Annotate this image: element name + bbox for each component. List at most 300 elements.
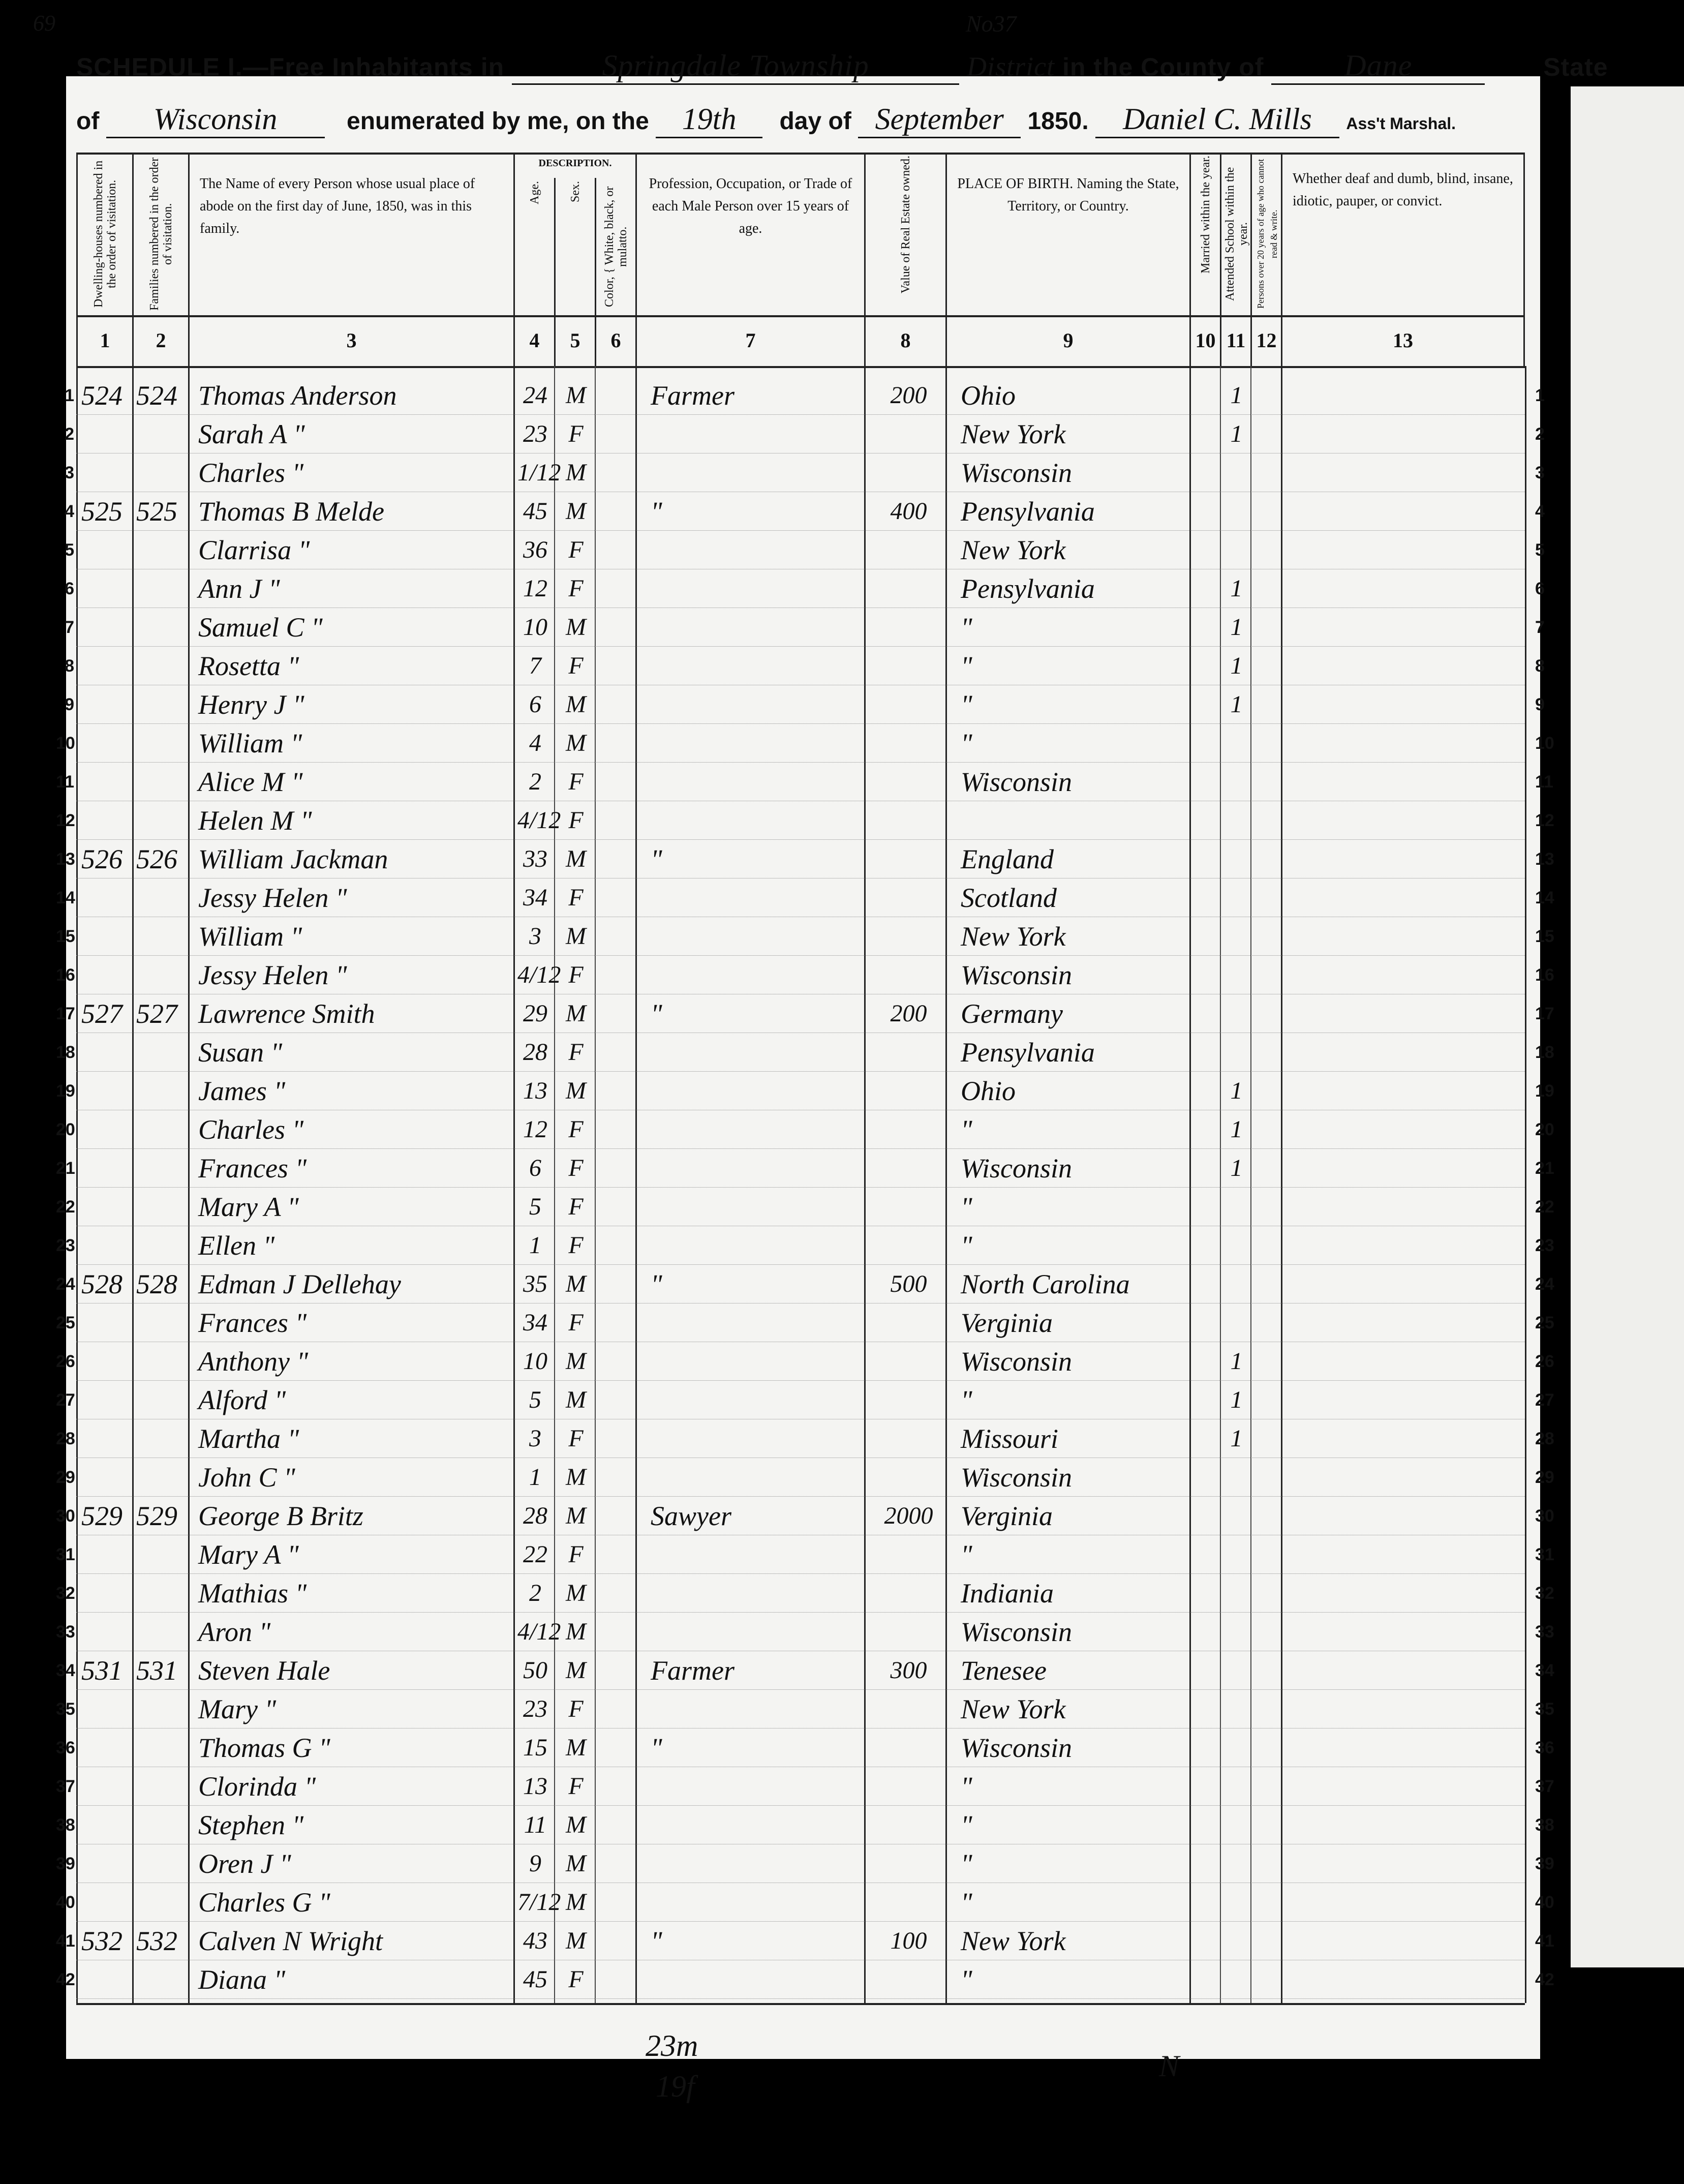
line-number-right: 18 bbox=[1535, 1043, 1554, 1062]
cell-age: 1 bbox=[529, 1464, 541, 1491]
line-number-right: 14 bbox=[1535, 888, 1554, 907]
line-number-right: 16 bbox=[1535, 965, 1554, 985]
line-number-left: 20 bbox=[56, 1120, 75, 1139]
cell-birth: Verginia bbox=[961, 1308, 1053, 1338]
cell-birth: Ohio bbox=[961, 380, 1016, 411]
cell-sex: M bbox=[566, 1000, 586, 1027]
cell-age: 7/12 bbox=[517, 1889, 561, 1916]
cell-name: Sarah A " bbox=[198, 419, 305, 449]
cell-name: James " bbox=[198, 1076, 286, 1106]
cell-birth: " bbox=[961, 612, 972, 643]
cell-name: Steven Hale bbox=[198, 1655, 330, 1686]
line-number-left: 37 bbox=[56, 1777, 75, 1796]
census-row bbox=[56, 1497, 1554, 1535]
cell-name: Henry J " bbox=[198, 689, 304, 720]
census-row bbox=[56, 1806, 1554, 1844]
cell-birth: Wisconsin bbox=[961, 1462, 1073, 1493]
line-number-left: 39 bbox=[56, 1854, 75, 1873]
line-number-left: 34 bbox=[56, 1661, 75, 1680]
col-num-5: 5 bbox=[554, 315, 595, 366]
census-row bbox=[56, 1188, 1554, 1226]
line-number-left: 42 bbox=[56, 1970, 75, 1989]
cell-birth: Scotland bbox=[961, 883, 1057, 913]
cell-name: Diana " bbox=[198, 1964, 286, 1995]
cell-age: 43 bbox=[523, 1927, 547, 1954]
line-number-left: 26 bbox=[56, 1352, 75, 1371]
cell-name: Frances " bbox=[198, 1308, 307, 1338]
cell-school: 1 bbox=[1230, 691, 1243, 718]
line-number-right: 19 bbox=[1535, 1081, 1554, 1101]
cell-age: 34 bbox=[523, 884, 547, 911]
cell-birth: Wisconsin bbox=[961, 1153, 1073, 1184]
marshal-field: Daniel C. Mills bbox=[1095, 102, 1339, 138]
row-rule bbox=[76, 1998, 1525, 1999]
cell-birth: " bbox=[961, 1385, 972, 1415]
line-number-right: 41 bbox=[1535, 1931, 1554, 1951]
cell-sex: F bbox=[568, 807, 584, 834]
cell-age: 3 bbox=[529, 1425, 541, 1452]
line-number-right: 30 bbox=[1535, 1506, 1554, 1526]
census-row bbox=[56, 1033, 1554, 1072]
cell-name: Rosetta " bbox=[198, 651, 299, 681]
col-num-2: 2 bbox=[132, 315, 188, 366]
line-number-right: 40 bbox=[1535, 1893, 1554, 1912]
line-number-left: 41 bbox=[56, 1931, 75, 1951]
cell-family: 532 bbox=[136, 1926, 177, 1956]
month-field: September bbox=[858, 102, 1021, 138]
cell-sex: M bbox=[566, 1811, 586, 1838]
line-number-left: 19 bbox=[56, 1081, 75, 1101]
cell-birth: North Carolina bbox=[961, 1269, 1130, 1299]
cell-age: 45 bbox=[523, 1966, 547, 1993]
line-number-left: 5 bbox=[65, 540, 74, 560]
cell-age: 6 bbox=[529, 1155, 541, 1181]
cell-name: Samuel C " bbox=[198, 612, 323, 643]
cell-sex: M bbox=[566, 1927, 586, 1954]
line-number-right: 3 bbox=[1535, 463, 1545, 482]
line-number-right: 10 bbox=[1535, 734, 1554, 753]
cell-sex: M bbox=[566, 1734, 586, 1761]
census-row bbox=[56, 801, 1554, 840]
cell-dwelling: 524 bbox=[81, 380, 123, 411]
col-num-10: 10 bbox=[1189, 315, 1220, 366]
cell-age: 3 bbox=[529, 923, 541, 950]
cell-sex: F bbox=[568, 1309, 584, 1336]
marshal-title: Ass't Marshal. bbox=[1346, 114, 1456, 133]
census-row bbox=[65, 376, 1545, 415]
cell-birth: New York bbox=[961, 419, 1066, 449]
cell-birth: Wisconsin bbox=[961, 767, 1073, 797]
line-number-left: 27 bbox=[56, 1390, 75, 1410]
census-row bbox=[65, 453, 1545, 492]
line-number-left: 21 bbox=[56, 1159, 75, 1178]
cell-birth: " bbox=[961, 1192, 972, 1222]
census-row bbox=[56, 1226, 1554, 1265]
cell-sex: F bbox=[568, 1155, 584, 1181]
cell-sex: F bbox=[568, 575, 584, 602]
col-num-3: 3 bbox=[188, 315, 513, 366]
line-number-left: 36 bbox=[56, 1738, 75, 1757]
cell-sex: F bbox=[568, 1232, 584, 1259]
cell-school: 1 bbox=[1230, 1425, 1243, 1452]
census-row bbox=[56, 1574, 1554, 1613]
line-number-left: 16 bbox=[56, 965, 75, 985]
line-number-right: 38 bbox=[1535, 1815, 1554, 1835]
cell-value: 200 bbox=[890, 1000, 927, 1027]
col-header-6: Color, { White, black, or mulatto. bbox=[595, 178, 635, 315]
adjacent-page-strip bbox=[1571, 86, 1684, 1967]
line-number-left: 13 bbox=[56, 850, 75, 869]
census-row bbox=[56, 1535, 1554, 1574]
cell-age: 28 bbox=[523, 1502, 547, 1529]
line-number-right: 4 bbox=[1535, 502, 1545, 521]
cell-dwelling: 525 bbox=[81, 496, 123, 527]
col-num-11: 11 bbox=[1220, 315, 1250, 366]
census-row bbox=[56, 1149, 1554, 1188]
township-field: Springdale Township bbox=[512, 48, 959, 85]
line-number-right: 15 bbox=[1535, 927, 1554, 946]
census-row bbox=[56, 1072, 1554, 1110]
line-number-left: 8 bbox=[65, 656, 74, 676]
cell-family: 527 bbox=[136, 998, 177, 1029]
cell-sex: F bbox=[568, 1193, 584, 1220]
cell-name: Charles " bbox=[198, 1114, 304, 1145]
cell-dwelling: 531 bbox=[81, 1655, 123, 1686]
cell-name: Helen M " bbox=[198, 805, 312, 836]
cell-age: 24 bbox=[523, 382, 547, 409]
line-number-right: 9 bbox=[1535, 695, 1545, 714]
cell-sex: F bbox=[568, 536, 584, 563]
cell-age: 4 bbox=[529, 730, 541, 756]
line-number-left: 32 bbox=[56, 1584, 75, 1603]
line-number-left: 33 bbox=[56, 1622, 75, 1642]
col-header-11: Attended School within the year. bbox=[1220, 153, 1250, 315]
enumerated-label: enumerated by me, on the bbox=[347, 108, 649, 135]
col-num-4: 4 bbox=[513, 315, 554, 366]
cell-school: 1 bbox=[1230, 652, 1243, 679]
cell-birth: " bbox=[961, 1887, 972, 1918]
cell-sex: F bbox=[568, 1039, 584, 1066]
cell-name: Charles G " bbox=[198, 1887, 330, 1918]
line-number-right: 28 bbox=[1535, 1429, 1554, 1448]
census-row bbox=[56, 994, 1554, 1033]
cell-sex: F bbox=[568, 420, 584, 447]
census-row bbox=[56, 1922, 1554, 1960]
cell-name: Alice M " bbox=[198, 767, 303, 797]
tally-male: 23m bbox=[646, 2029, 698, 2062]
col-header-7: Profession, Occupation, or Trade of each Male Person over 15 years of age. bbox=[635, 153, 864, 315]
page-number: 69 bbox=[33, 11, 55, 36]
line-number-right: 37 bbox=[1535, 1777, 1554, 1796]
census-row bbox=[56, 724, 1554, 763]
line-number-left: 29 bbox=[56, 1468, 75, 1487]
line-number-right: 25 bbox=[1535, 1313, 1554, 1332]
cell-birth: Wisconsin bbox=[961, 960, 1073, 990]
census-row bbox=[56, 956, 1554, 994]
line-number-left: 15 bbox=[56, 927, 75, 946]
cell-birth: Indiania bbox=[961, 1578, 1054, 1609]
line-number-left: 22 bbox=[56, 1197, 75, 1217]
col-num-13: 13 bbox=[1281, 315, 1525, 366]
col-header-5: Sex. bbox=[554, 178, 595, 315]
line-number-right: 6 bbox=[1535, 579, 1545, 598]
cell-birth: Wisconsin bbox=[961, 1617, 1073, 1647]
census-row bbox=[56, 1458, 1554, 1497]
col-num-9: 9 bbox=[945, 315, 1189, 366]
cell-birth: Tenesee bbox=[961, 1655, 1047, 1686]
cell-school: 1 bbox=[1230, 1116, 1243, 1143]
col-header-3: The Name of every Person whose usual place of abode on the first day of June, 1850, was in this family. bbox=[188, 153, 513, 315]
census-row bbox=[65, 647, 1545, 685]
cell-sex: F bbox=[568, 961, 584, 988]
line-number-left: 31 bbox=[56, 1545, 75, 1564]
line-number-left: 11 bbox=[56, 772, 74, 792]
cell-dwelling: 527 bbox=[81, 998, 123, 1029]
cell-sex: M bbox=[566, 1502, 586, 1529]
cell-age: 4/12 bbox=[517, 807, 561, 834]
cell-family: 524 bbox=[136, 380, 177, 411]
cell-school: 1 bbox=[1230, 420, 1243, 447]
cell-sex: F bbox=[568, 652, 584, 679]
cell-name: William " bbox=[198, 921, 302, 952]
state-label: State bbox=[1543, 53, 1608, 81]
line-number-left: 10 bbox=[56, 734, 75, 753]
cell-sex: M bbox=[566, 1386, 586, 1413]
cell-value: 400 bbox=[890, 498, 927, 525]
line-number-right: 39 bbox=[1535, 1854, 1554, 1873]
cell-sex: M bbox=[566, 1889, 586, 1916]
cell-sex: M bbox=[566, 459, 586, 486]
cell-name: Thomas B Melde bbox=[198, 496, 384, 527]
cell-birth: England bbox=[961, 844, 1054, 874]
line-number-right: 5 bbox=[1535, 540, 1545, 560]
cell-age: 23 bbox=[523, 1695, 547, 1722]
cell-birth: New York bbox=[961, 535, 1066, 565]
cell-name: Mary " bbox=[198, 1694, 277, 1724]
cell-school: 1 bbox=[1230, 1155, 1243, 1181]
cell-value: 100 bbox=[890, 1927, 927, 1954]
cell-name: Charles " bbox=[198, 458, 304, 488]
cell-sex: M bbox=[566, 845, 586, 872]
cell-age: 28 bbox=[523, 1039, 547, 1066]
census-row bbox=[65, 531, 1545, 569]
day-field: 19th bbox=[656, 102, 762, 138]
cell-birth: Pensylvania bbox=[961, 496, 1095, 527]
cell-name: Thomas G " bbox=[198, 1733, 330, 1763]
cell-school: 1 bbox=[1230, 1077, 1243, 1104]
cell-age: 13 bbox=[523, 1773, 547, 1800]
col-header-4: Age. bbox=[513, 178, 554, 315]
cell-age: 10 bbox=[523, 1348, 547, 1375]
cell-birth: " bbox=[961, 1964, 972, 1995]
line-number-right: 7 bbox=[1535, 618, 1545, 637]
cell-age: 12 bbox=[523, 575, 547, 602]
cell-age: 2 bbox=[529, 768, 541, 795]
cell-sex: M bbox=[566, 382, 586, 409]
line-number-right: 31 bbox=[1535, 1545, 1554, 1564]
cell-sex: M bbox=[566, 730, 586, 756]
cell-family: 528 bbox=[136, 1269, 177, 1299]
column-number-rule bbox=[76, 366, 1525, 368]
cell-name: Alford " bbox=[198, 1385, 286, 1415]
cell-name: John C " bbox=[198, 1462, 295, 1493]
cell-age: 22 bbox=[523, 1541, 547, 1568]
line-number-left: 4 bbox=[65, 502, 74, 521]
col-header-10: Married within the year. bbox=[1189, 153, 1220, 315]
cell-sex: F bbox=[568, 884, 584, 911]
census-row bbox=[65, 492, 1545, 531]
cell-occupation: Farmer bbox=[651, 380, 734, 411]
cell-value: 2000 bbox=[884, 1502, 933, 1529]
cell-occupation: Sawyer bbox=[651, 1501, 731, 1531]
cell-sex: F bbox=[568, 1695, 584, 1722]
line-number-left: 12 bbox=[56, 811, 75, 830]
day-of-label: day of bbox=[779, 108, 851, 135]
cell-sex: M bbox=[566, 691, 586, 718]
cell-name: Stephen " bbox=[198, 1810, 304, 1840]
cell-school: 1 bbox=[1230, 382, 1243, 409]
cell-dwelling: 526 bbox=[81, 844, 123, 874]
census-row bbox=[65, 415, 1545, 453]
cell-occupation: " bbox=[651, 844, 662, 874]
cell-age: 1 bbox=[529, 1232, 541, 1259]
cell-name: William Jackman bbox=[198, 844, 388, 874]
line-number-left: 6 bbox=[65, 579, 74, 598]
cell-sex: M bbox=[566, 1580, 586, 1606]
census-row bbox=[56, 1381, 1554, 1419]
line-number-right: 29 bbox=[1535, 1468, 1554, 1487]
line-number-right: 36 bbox=[1535, 1738, 1554, 1757]
line-number-right: 27 bbox=[1535, 1390, 1554, 1410]
line-number-left: 40 bbox=[56, 1893, 75, 1912]
cell-birth: Missouri bbox=[961, 1423, 1059, 1454]
cell-name: Martha " bbox=[198, 1423, 299, 1454]
cell-name: Anthony " bbox=[198, 1346, 309, 1377]
census-row bbox=[56, 1651, 1554, 1690]
cell-age: 1/12 bbox=[517, 459, 561, 486]
col-num-1: 1 bbox=[76, 315, 132, 366]
schedule-title: SCHEDULE I.—Free Inhabitants in bbox=[76, 53, 505, 81]
line-number-right: 26 bbox=[1535, 1352, 1554, 1371]
cell-sex: M bbox=[566, 1464, 586, 1491]
census-row bbox=[56, 1613, 1554, 1651]
cell-name: Aron " bbox=[198, 1617, 271, 1647]
cell-birth: " bbox=[961, 1810, 972, 1840]
col-rule bbox=[1525, 366, 1526, 2003]
cell-name: Clarrisa " bbox=[198, 535, 310, 565]
line-number-right: 34 bbox=[1535, 1661, 1554, 1680]
cell-age: 15 bbox=[523, 1734, 547, 1761]
cell-age: 35 bbox=[523, 1270, 547, 1297]
cell-birth: " bbox=[961, 1848, 972, 1879]
line-number-left: 14 bbox=[56, 888, 75, 907]
cell-dwelling: 529 bbox=[81, 1501, 123, 1531]
cell-age: 5 bbox=[529, 1386, 541, 1413]
cell-sex: M bbox=[566, 1348, 586, 1375]
cell-family: 525 bbox=[136, 496, 177, 527]
col-header-9: PLACE OF BIRTH. Naming the State, Territory, or Country. bbox=[945, 153, 1189, 315]
tally-female: 19f bbox=[656, 2070, 695, 2103]
census-row bbox=[56, 1960, 1554, 1999]
cell-birth: " bbox=[961, 728, 972, 759]
cell-age: 13 bbox=[523, 1077, 547, 1104]
line-number-right: 22 bbox=[1535, 1197, 1554, 1217]
cell-age: 4/12 bbox=[517, 961, 561, 988]
cell-name: Susan " bbox=[198, 1037, 283, 1068]
cell-value: 300 bbox=[890, 1657, 927, 1684]
cell-family: 526 bbox=[136, 844, 177, 874]
cell-age: 36 bbox=[523, 536, 547, 563]
cell-birth: " bbox=[961, 1539, 972, 1570]
cell-age: 9 bbox=[529, 1850, 541, 1877]
cell-occupation: Farmer bbox=[651, 1655, 734, 1686]
schedule-title-line bbox=[76, 48, 1608, 85]
cell-birth: " bbox=[961, 1114, 972, 1145]
line-number-right: 12 bbox=[1535, 811, 1554, 830]
cell-name: Jessy Helen " bbox=[198, 960, 347, 990]
cell-age: 2 bbox=[529, 1580, 541, 1606]
cell-sex: M bbox=[566, 1618, 586, 1645]
line-number-left: 3 bbox=[65, 463, 74, 482]
census-row bbox=[56, 1303, 1554, 1342]
state-field: Wisconsin bbox=[106, 102, 325, 138]
cell-dwelling: 532 bbox=[81, 1926, 123, 1956]
county-field: Dane bbox=[1271, 48, 1485, 85]
line-number-right: 2 bbox=[1535, 424, 1545, 444]
cell-birth: Wisconsin bbox=[961, 458, 1073, 488]
cell-name: Clorinda " bbox=[198, 1771, 316, 1802]
line-number-left: 38 bbox=[56, 1815, 75, 1835]
cell-birth: Wisconsin bbox=[961, 1346, 1073, 1377]
line-number-left: 1 bbox=[65, 386, 74, 405]
district-number: No37 bbox=[966, 11, 1017, 37]
line-number-left: 25 bbox=[56, 1313, 75, 1332]
cell-sex: M bbox=[566, 614, 586, 641]
cell-school: 1 bbox=[1230, 575, 1243, 602]
cell-age: 10 bbox=[523, 614, 547, 641]
of-label: of bbox=[76, 108, 100, 135]
cell-family: 531 bbox=[136, 1655, 177, 1686]
cell-birth: Germany bbox=[961, 998, 1063, 1029]
census-row bbox=[56, 1690, 1554, 1728]
check-mark: N bbox=[1159, 2049, 1180, 2083]
census-row bbox=[65, 608, 1545, 647]
cell-name: Jessy Helen " bbox=[198, 883, 347, 913]
census-row bbox=[56, 763, 1553, 801]
census-row bbox=[56, 1110, 1554, 1149]
cell-age: 7 bbox=[529, 652, 541, 679]
cell-age: 4/12 bbox=[517, 1618, 561, 1645]
line-number-right: 35 bbox=[1535, 1700, 1554, 1719]
line-number-right: 17 bbox=[1535, 1004, 1554, 1023]
cell-occupation: " bbox=[651, 998, 662, 1029]
census-row bbox=[56, 1419, 1554, 1458]
cell-sex: F bbox=[568, 1966, 584, 1993]
line-number-right: 42 bbox=[1535, 1970, 1554, 1989]
cell-birth: Pensylvania bbox=[961, 1037, 1095, 1068]
cell-age: 23 bbox=[523, 420, 547, 447]
census-row bbox=[56, 1767, 1554, 1806]
cell-birth: Verginia bbox=[961, 1501, 1053, 1531]
line-number-right: 13 bbox=[1535, 850, 1554, 869]
cell-birth bbox=[961, 801, 1187, 840]
cell-age: 11 bbox=[524, 1811, 547, 1838]
col-header-2: Families numbered in the order of visitation. bbox=[132, 153, 188, 315]
line-number-right: 1 bbox=[1535, 386, 1545, 405]
cell-age: 45 bbox=[523, 498, 547, 525]
cell-birth: " bbox=[961, 689, 972, 720]
cell-birth: New York bbox=[961, 921, 1066, 952]
